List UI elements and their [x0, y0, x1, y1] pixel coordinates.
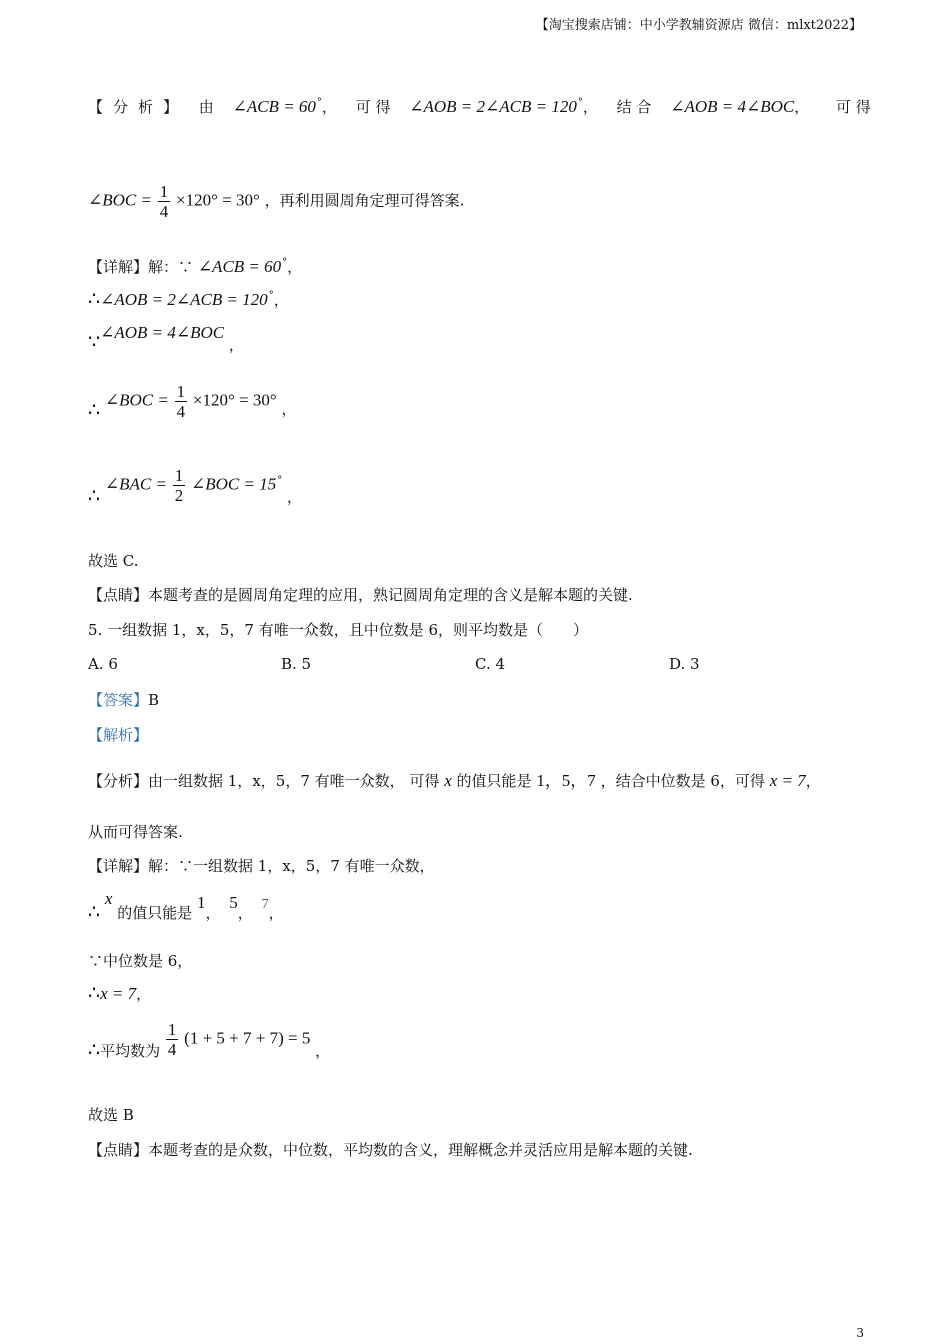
q5-choose: 故选 B: [88, 1106, 134, 1124]
q4-detail-line3: ∵∠AOB = 4∠BOC ，: [88, 323, 244, 354]
q4-choose: 故选 C.: [88, 552, 139, 570]
q5-stem: 5. 一组数据 1，x，5，7 有唯一众数，且中位数是 6，则平均数是（ ）: [88, 621, 589, 639]
q5-option-b: B. 5: [281, 655, 312, 673]
q4-detail-line2: ∴∠AOB = 2∠ACB = 120°，: [88, 288, 289, 310]
q5-comment: 【点睛】本题考查的是众数，中位数，平均数的含义，理解概念并灵活应用是解本题的关键.: [88, 1141, 693, 1159]
q4-detail-line5: ∴ ∠BAC = $\frac{1}{2}$ ∠BOC = 15° ，: [88, 466, 303, 507]
q5-detail-line3: ∵中位数是 6，: [88, 952, 193, 970]
q5-option-a: A. 6: [88, 655, 118, 673]
q4-analysis-line2: ∠BOC = $\frac{1}{4}$ ×120° = 30° ，再利用圆周角定理可得答案.: [88, 182, 465, 221]
q5-detail-line5: ∴平均数为 $\frac{1}{4}$ (1 + 5 + 7 + 7) = 5 ，: [88, 1020, 331, 1061]
q4-analysis-line1: 【分析】 由 ∠ACB = 60°， 可 得 ∠AOB = 2∠ACB = 120°， 结 合 ∠AOB = 4∠BOC， 可 得: [88, 97, 871, 116]
fraction-one-quarter: $\frac{1}{4}$: [176, 382, 186, 421]
q5-answer: 【答案】B: [88, 691, 160, 709]
fraction-one-quarter: $\frac{1}{4}$: [167, 1020, 177, 1059]
fraction-one-quarter: $\frac{1}{4}$: [159, 182, 169, 221]
q5-analysis-line2: 从而可得答案.: [88, 823, 183, 841]
page-number: 3: [856, 1326, 864, 1340]
fraction-one-half: $\frac{1}{2}$: [174, 466, 184, 505]
q5-detail-line2: ∴ x 的值只能是 1， 5， 7，: [88, 889, 284, 923]
q5-option-c: C. 4: [475, 655, 506, 673]
q5-analysis-line1: 【分析】由一组数据 1，x，5，7 有唯一众数， 可得 x 的值只能是 1，5，7 ，结合中位数是 6，可得 x = 7，: [88, 771, 821, 790]
q5-detail-line1: 【详解】解：∵一组数据 1，x，5，7 有唯一众数，: [88, 857, 435, 875]
q5-detail-line4: ∴x = 7，: [88, 982, 152, 1004]
q4-detail-line1: 【详解】解：∵ ∠ACB = 60°，: [88, 257, 303, 276]
page-header: 【淘宝搜索店铺：中小学教辅资源店 微信：mlxt2022】: [535, 18, 862, 33]
q4-detail-line4: ∴ ∠BOC = $\frac{1}{4}$ ×120° = 30° ，: [88, 382, 297, 421]
q5-option-d: D. 3: [669, 655, 700, 673]
q5-jiexi-tag: 【解析】: [88, 726, 149, 744]
q4-comment: 【点睛】本题考查的是圆周角定理的应用，熟记圆周角定理的含义是解本题的关键.: [88, 586, 633, 604]
